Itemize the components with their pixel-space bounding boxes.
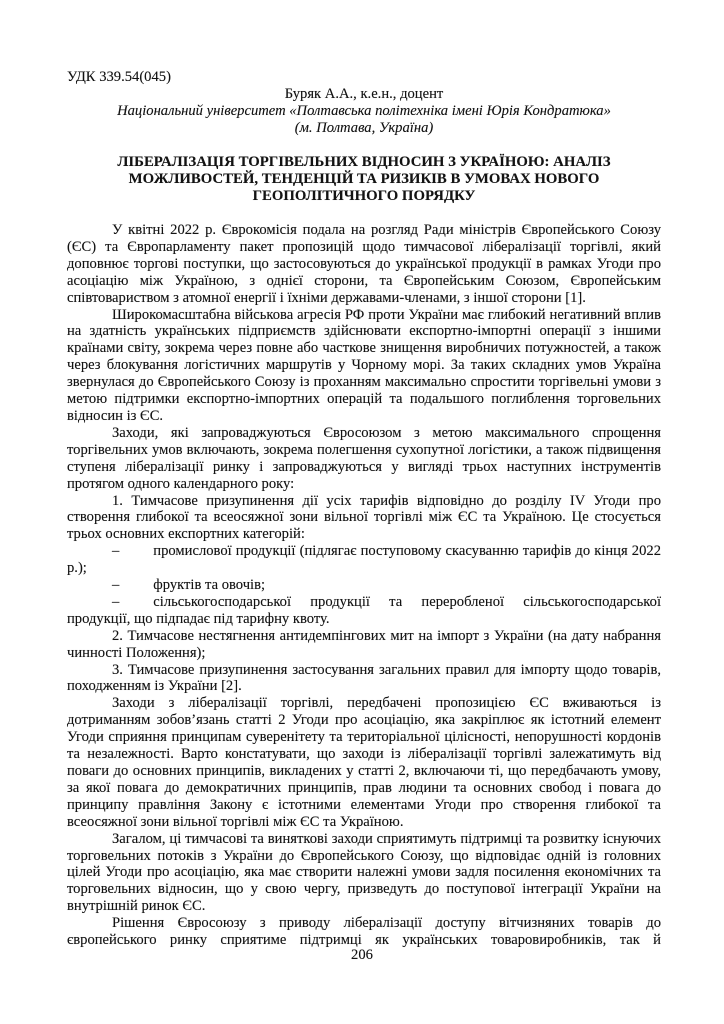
bullet-item-industrial (67, 543, 661, 577)
location-line: (м. Полтава, Україна) (294, 119, 434, 136)
page-number: 206 (351, 947, 373, 963)
dash-marker: – (112, 543, 120, 560)
paragraph-article2: Заходи з лібералізації торгівлі, передбачені пропозицією ЄС вживаються із дотриманням зобов’язань статті 2 Угоди про асоціацію, яка закріплює як істотний елемент Угоди сприяння принципам суверенітету та територіальної цілісності, непорушності кордонів та незалежності. Варто констатувати, що заходи із лібералізації торгівлі залежатимуть від поваги до основних принципів, викладених у статті 2, включаючи ті, що передбачають умову, за якої повага до демократичних принципів, прав людини та основних свобод і повага до принципу правління Закону є істотними елементами Угоди про створення глибокої та всеосяжної зони вільної торгівлі між ЄС та Україною. (67, 695, 661, 830)
dash-marker: – (112, 593, 120, 610)
paragraph-measures: Заходи, які запроваджуються Євросоюзом з метою максимального спрощення торгівельних умов включають, зокрема полегшення сухопутної логістики, а також підвищення ступеня лібералізації ринку і запроваджуються у вигляді трьох наступних інструментів протягом одного календарного року: (67, 424, 661, 492)
paragraph-item-3: 3. Тимчасове призупинення застосування загальних правил для імпорту щодо товарів, походженням із України [2]. (67, 661, 661, 695)
bullet-text: сільськогосподарської продукції та переробленої сільськогосподарської продукції, що підпадає під тарифну квоту. (67, 593, 661, 627)
dash-marker: – (112, 577, 120, 594)
page-content (67, 69, 661, 949)
bullet-item-agricultural (67, 594, 661, 628)
paragraph-intro: У квітні 2022 р. Єврокомісія подала на розгляд Ради міністрів Європейського Союзу (ЄС) та Європарламенту пакет пропозицій щодо тимчасової лібералізації торгівлі, який доповнює торгові поступки, що застосовуються до української продукції в рамках Угоди про асоціацію між Україною, з однієї сторони, та Європейським Союзом, Європейським співтовариством з атомної енергії і їхніми державами-членами, з іншої сторони [1]. (67, 222, 661, 306)
paragraph-item-2: 2. Тимчасове нестягнення антидемпінгових мит на імпорт з України (на дату набрання чинності Положення); (67, 627, 661, 661)
udc-code: УДК 339.54(045) (67, 69, 171, 85)
paragraph-decision: Рішення Євросоюзу з приводу лібералізації доступу вітчизняних товарів до європейського ринку сприятиме підтримці як українських товаровиробників, так й (67, 915, 661, 949)
bullet-item-fruits (67, 577, 661, 594)
bullet-text: фруктів та овочів; (153, 577, 266, 594)
paragraph-overall: Загалом, ці тимчасові та виняткові заходи сприятимуть підтримці та розвитку існуючих торговельних потоків з України до Європейського Союзу, що відповідає одній із головних цілей Угоди про асоціацію, яка має створити належні умови задля посилення економічних та торговельних відносин, що у свою чергу, призведуть до поступової інтеграції України на внутрішній ринок ЄС. (67, 830, 661, 915)
bullet-text: промислової продукції (підлягає поступовому скасуванню тарифів до кінця 2022 р.); (67, 543, 661, 577)
paragraph-aggression: Широкомасштабна військова агресія РФ проти України має глибокий негативний вплив на здатність українських підприємств здійснювати експортно-імпортні операції з іншими країнами світу, зокрема через повне або часткове знищення виробничих потужностей, а також через блокування логістичних маршрутів у Чорному морі. За таких складних умов Україна звернулася до Європейського Союзу із проханням максимально спростити торгівельні умови з метою підтримки експортно-імпортних операцій та подальшого поглиблення торговельних відносин із ЄС. (67, 306, 661, 424)
paragraph-item-1: 1. Тимчасове призупинення дії усіх тарифів відповідно до розділу IV Угоди про створення глибокої та всеосяжної зони вільної торгівлі між ЄС та Україною. Це стосується трьох основних експортних категорій: (67, 492, 661, 543)
affiliation-line: Національний університет «Полтавська політехніка імені Юрія Кондратюка» (117, 102, 611, 119)
article-title: ЛІБЕРАЛІЗАЦІЯ ТОРГІВЕЛЬНИХ ВІДНОСИН З УКРАЇНОЮ: АНАЛІЗ МОЖЛИВОСТЕЙ, ТЕНДЕНЦІЙ ТА РИЗИКІВ В УМОВАХ НОВОГО ГЕОПОЛІТИЧНОГО ПОРЯДКУ (117, 153, 611, 204)
author-line: Буряк А.А., к.е.н., доцент (284, 85, 444, 102)
